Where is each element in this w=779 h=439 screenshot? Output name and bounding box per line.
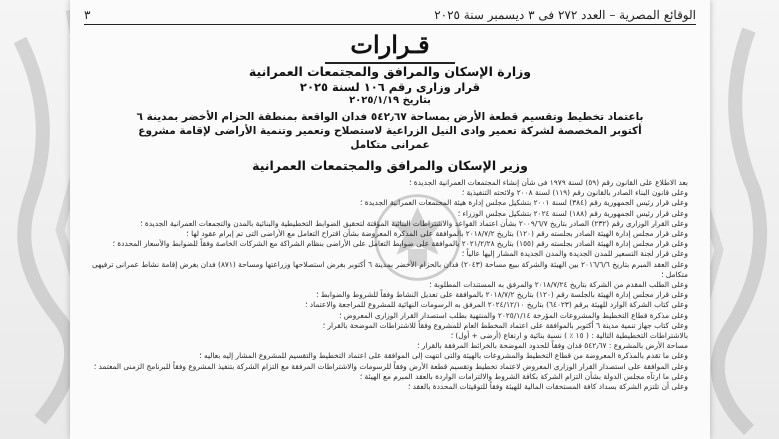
section-title: قـرارات: [350, 30, 430, 59]
decree-body: [92, 178, 688, 435]
gazette-page: [70, 0, 710, 439]
page-number: ٣: [84, 8, 91, 22]
running-header: [84, 6, 696, 25]
body-paragraph: وعلى كتاب جهاز تنمية مدينة ٦ أكتوبر بالموافقة على اعتماد المخطط العام للمشروع وفقاً للاشتراطات الموضحة بالقرار ؛: [322, 320, 688, 330]
body-paragraph: وعلى قرار مجلس إدارة الهيئة الصادر بجلسته رقم (١٢٠) بتاريخ ٢٠١٨/٧/٢ بالموافقة على المذكرة المعروضة بشأن اقتراح التعامل مع الأراضى التى تم إبرام عقود لها ؛: [186, 229, 688, 239]
body-paragraph: وعلى كتاب الشركة الوارد للهيئة برقم (٦٤٠٢٣) بتاريخ ٢٠٢٤/١٢/١٠ المرفق به الرسومات النهائية للمشروع للمراجعة والاعتماد ؛: [305, 300, 688, 310]
body-paragraph: وعلى الموافقة على استصدار القرار الوزارى المعروض لاعتماد تخطيط وتقسيم قطعة الأرض وفقاً للرسومات والاشتراطات المرفقة مع التزام الشركة بتنفيذ المشروع وفقاً للبرنامج الزمنى المعتمد ؛: [93, 361, 688, 371]
minister-title: وزير الإسكان والمرافق والمجتمعات العمرانية: [252, 158, 528, 173]
decree-subject: باعتماد تخطيط وتقسيم قطعة الأرض بمساحة ٥٤٢٫٦٧ فدان الواقعة بمنطقة الحزام الأخضر بمدينة ٦ أكتوبر المخصصة لشركة تعمير وادى النيل الزراعية لاستصلاح وتعمير وتنمية الأراضى لإقامة مشروع عمرانى متكامل: [136, 111, 644, 151]
body-paragraph: وعلى مذكرة قطاع التخطيط والمشروعات المؤرخة ٢٠٢٥/١/١٤ والمنتهية بطلب استصدار القرار الوزارى المعروض ؛: [339, 310, 688, 320]
body-paragraph: وعلى قانون البناء الصادر بالقانون رقم (١١٩) لسنة ٢٠٠٨ ولائحته التنفيذية ؛: [461, 188, 688, 198]
body-paragraph: وعلى قرار رئيس الجمهورية رقم (٣٨٤) لسنة ٢٠٠١ بتشكيل مجلس إدارة هيئة المجتمعات العمرانية الجديدة ؛: [360, 198, 688, 208]
body-paragraph: وعلى قرار لجنة التسعير للمدن الجديدة والمدن الجديدة المشار إليها عالياً ؛: [461, 249, 688, 259]
body-paragraph: وعلى ما ارتآه مجلس الدولة بشأن التزام الشركة بكافة الشروط والالتزامات الواردة بالعقد المبرم مع الهيئة ؛: [359, 371, 688, 381]
body-paragraph: بالاشتراطات التخطيطية التالية : ( ١٥ ٪ ) نسبة بنائية و ارتفاع (أرضى + أول) ؛: [450, 331, 688, 341]
body-paragraph: مساحة الأرض بالمشروع : ٥٤٢٫٦٧ فدان وفقاً للحدود الموضحة بالخرائط المرفقة بالقرار ؛: [417, 341, 688, 351]
body-paragraph: وعلى قرار رئيس الجمهورية رقم (١٨٨) لسنة ٢٠٢٤ بتشكيل مجلس الوزراء ؛: [457, 208, 688, 218]
body-paragraph: بعد الاطلاع على القانون رقم (٥٩) لسنة ١٩٧٩ فى شأن إنشاء المجتمعات العمرانية الجديدة ؛: [409, 178, 688, 187]
body-paragraph: وعلى العقد المبرم بتاريخ ٢٠١٦/٦/٦ بين الهيئة والشركة ببيع مساحة (٢٠٤٣) فدان بالحزام الأخضر بمدينة ٦ أكتوبر بغرض استصلاحها وزراعتها ومساحة (٨٧١) فدان بغرض إقامة نشاط عمرانى ترفيهى متكامل ؛: [92, 259, 688, 279]
body-paragraph: وعلى القرار الوزارى رقم (٢٣٢) الصادر بتاريخ ٢٠٠٩/٦/٧ بشأن اعتماد القواعد والاشتراطات البنائية المؤقتة لتحقيق الضوابط التخطيطية والبنائية بالمدن والتجمعات العمرانية الجديدة ؛: [140, 218, 688, 228]
body-paragraph: وعلى ما تقدم بالمذكرة المعروضة من قطاع التخطيط والمشروعات بالهيئة والتى انتهت إلى الموافقة على اعتماد التخطيط والتقسيم للمشروع المشار إليه بعاليه ؛: [199, 351, 688, 361]
body-paragraph: وعلى قرار مجلس إدارة الهيئة الصادر بجلسته رقم (١٥٥) بتاريخ ٢٠٢١/٢/٢٨ بالموافقة على ضوابط التعامل على الأراضى بنظام الشراكة مع الشركات الخاصة وفقاً للضوابط والأسعار المحددة ؛: [112, 239, 688, 249]
ministry-name: وزارة الإسكان والمرافق والمجتمعات العمرانية: [248, 64, 532, 79]
body-paragraph: وعلى أن تلتزم الشركة بسداد كافة المستحقات المالية للهيئة وفقاً للتوقيتات المحددة بالعقد ؛: [407, 382, 688, 392]
body-paragraph: وعلى قرار مجلس إدارة الهيئة بالجلسة رقم (١٢٠) بتاريخ ٢٠١٨/٧/٢ بالموافقة على تعديل النشاط وفقاً للشروط والضوابط ؛: [316, 290, 688, 300]
body-paragraph: وعلى الطلب المقدم من الشركة بتاريخ ٢٠١٨/٧/٢٤ والمرفق به المستندات المطلوبة ؛: [429, 280, 688, 290]
decree-date: بتاريخ ٢٠٢٥/١/١٩: [349, 95, 431, 106]
decree-number: قرار وزارى رقم ١٠٦ لسنة ٢٠٢٥: [299, 80, 481, 94]
publication-line: الوقائع المصرية – العدد ٢٧٢ فى ٣ ديسمبر سنة ٢٠٢٥: [434, 8, 696, 22]
